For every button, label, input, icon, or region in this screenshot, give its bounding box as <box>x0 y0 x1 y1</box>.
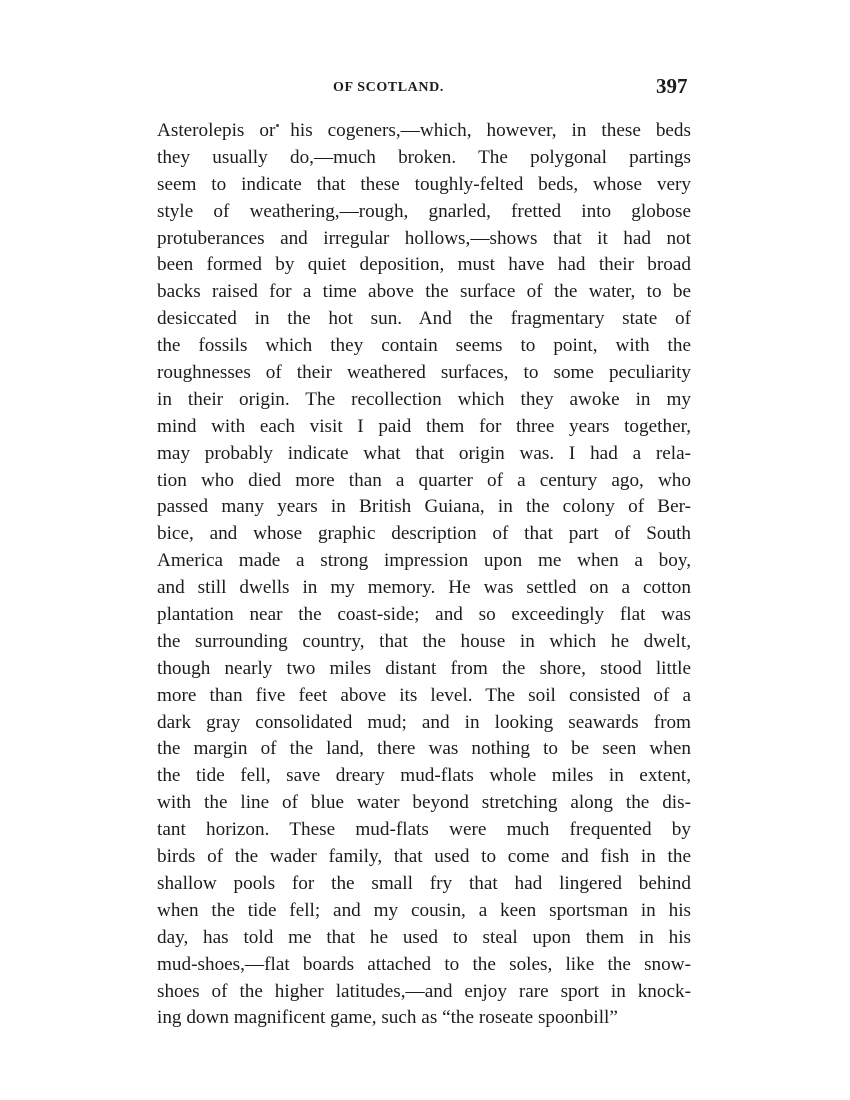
text-line: more than five feet above its level. The soil consisted of a <box>157 684 691 706</box>
text-line: in their origin. The recollection which they awoke in my <box>157 388 691 410</box>
text-line: desiccated in the hot sun. And the fragmentary state of <box>157 308 691 330</box>
text-line: style of weathering,—rough, gnarled, fretted into globose <box>157 200 691 222</box>
text-line: the tide fell, save dreary mud-flats whole miles in extent, <box>157 765 691 787</box>
text-line: roughnesses of their weathered surfaces, to some peculiarity <box>157 362 691 384</box>
text-line: backs raised for a time above the surface of the water, to be <box>157 281 691 303</box>
text-line: America made a strong impression upon me when a boy, <box>157 550 691 572</box>
text-line: shoes of the higher latitudes,—and enjoy rare sport in knock- <box>157 980 691 1002</box>
text-line: day, has told me that he used to steal upon them in his <box>157 926 691 948</box>
text-line: may probably indicate what that origin was. I had a rela- <box>157 442 691 464</box>
text-line: bice, and whose graphic description of that part of South <box>157 523 691 545</box>
text-line: when the tide fell; and my cousin, a keen sportsman in his <box>157 899 691 921</box>
page-number: 397 <box>656 74 688 98</box>
text-line: mind with each visit I paid them for three years together, <box>157 415 691 437</box>
text-line: Asterolepis or his cogeners,—which, however, in these beds <box>157 120 691 141</box>
text-line: the surrounding country, that the house in which he dwelt, <box>157 630 691 652</box>
text-line: protuberances and irregular hollows,—shows that it had not <box>157 227 691 249</box>
text-line: been formed by quiet deposition, must have had their broad <box>157 254 691 276</box>
text-line: plantation near the coast-side; and so exceedingly flat was <box>157 604 691 626</box>
text-line: with the line of blue water beyond stretching along the dis- <box>157 792 691 814</box>
text-line: the fossils which they contain seems to point, with the <box>157 335 691 357</box>
text-line: birds of the wader family, that used to come and fish in the <box>157 846 691 868</box>
text-line: seem to indicate that these toughly-felted beds, whose very <box>157 173 691 195</box>
text-line: though nearly two miles distant from the shore, stood little <box>157 657 691 679</box>
text-line: shallow pools for the small fry that had lingered behind <box>157 872 691 894</box>
text-line: ing down magnificent game, such as “the roseate spoonbill” <box>157 1007 618 1029</box>
text-line: tant horizon. These mud-flats were much frequented by <box>157 819 691 841</box>
text-line: mud-shoes,—flat boards attached to the soles, like the snow- <box>157 953 691 975</box>
text-line: they usually do,—much broken. The polygonal partings <box>157 146 691 168</box>
text-line: passed many years in British Guiana, in the colony of Ber- <box>157 496 691 518</box>
text-line: tion who died more than a quarter of a century ago, who <box>157 469 691 491</box>
text-line: and still dwells in my memory. He was settled on a cotton <box>157 577 691 599</box>
body-text <box>157 118 691 1032</box>
running-title: OF SCOTLAND. <box>333 80 444 95</box>
text-line: dark gray consolidated mud; and in looking seawards from <box>157 711 691 733</box>
running-head <box>0 74 850 104</box>
text-line: the margin of the land, there was nothing to be seen when <box>157 738 691 760</box>
